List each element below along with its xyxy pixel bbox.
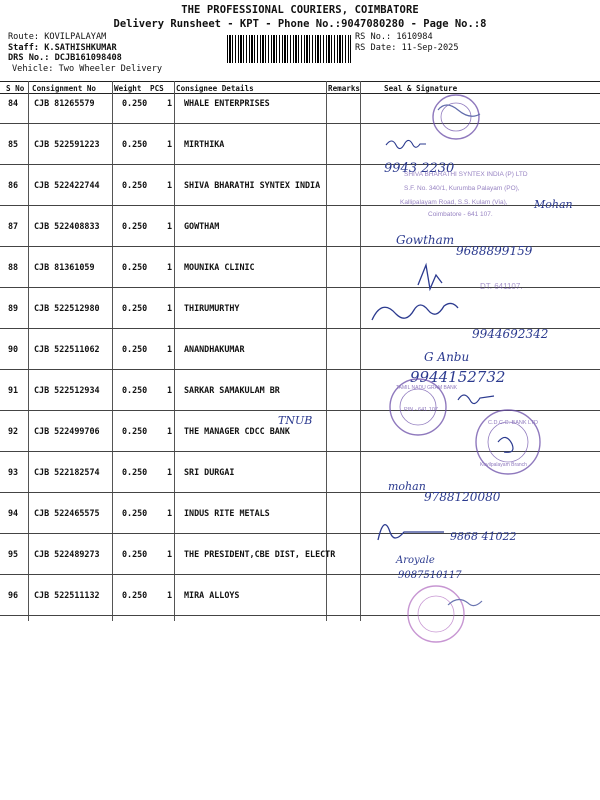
cell-weight: 0.250	[122, 98, 148, 108]
cell-pcs: 1	[167, 98, 173, 108]
handwriting-r93-phone: 9788120080	[424, 490, 501, 504]
cell-sno: 89	[8, 303, 19, 313]
runsheet-subtitle: Delivery Runsheet - KPT - Phone No.:9047080280 - Page No.:8	[113, 18, 487, 30]
cell-weight: 0.250	[122, 549, 148, 559]
stamp-cdcc-seal-text: C.D.C.C. BANK LTD	[488, 420, 539, 426]
drs-line: DRS No.: DCJB161098408	[8, 53, 122, 64]
handwriting-r87-name: Gowtham	[396, 233, 455, 247]
cell-weight: 0.250	[122, 385, 148, 395]
cell-consignment-no: CJB 522499706	[34, 426, 100, 436]
cell-consignee: MIRTHIKA	[184, 139, 225, 149]
cell-consignee: THE MANAGER CDCC BANK	[184, 426, 290, 436]
cell-pcs: 1	[167, 344, 173, 354]
stamp-cdcc-seal	[476, 410, 540, 474]
cell-consignee: INDUS RITE METALS	[184, 508, 270, 518]
rs-date-line: RS Date: 11-Sep-2025	[355, 42, 459, 53]
cell-consignment-no: CJB 81265579	[34, 98, 95, 108]
cell-pcs: 1	[167, 180, 173, 190]
handwriting-r93-name: mohan	[388, 480, 426, 493]
cell-consignment-no: CJB 522591223	[34, 139, 100, 149]
signature-r85	[386, 140, 426, 148]
col-weight: Weight	[114, 84, 142, 93]
handwriting-r95-phone: 9087510117	[398, 570, 462, 581]
vehicle-line: Vehicle: Two Wheeler Delivery	[12, 63, 163, 74]
cell-sno: 87	[8, 221, 19, 231]
handwriting-r90-phone: 9944152732	[410, 368, 506, 386]
stamp-tamil-seal-text: TAMIL NADU GRAM BANK	[396, 385, 458, 391]
cell-pcs: 1	[167, 385, 173, 395]
cell-sno: 86	[8, 180, 19, 190]
handwriting-r90-name: G Anbu	[424, 350, 470, 364]
route-value: KOVILPALAYAM	[44, 32, 107, 42]
vehicle-value: Two Wheeler Delivery	[58, 63, 163, 74]
stamp-r84	[433, 95, 480, 139]
signature-r88	[418, 265, 442, 289]
cell-sno: 93	[8, 467, 19, 477]
cell-consignee: THIRUMURTHY	[184, 303, 240, 313]
cell-weight: 0.250	[122, 344, 148, 354]
cell-weight: 0.250	[122, 303, 148, 313]
cell-consignee: SARKAR SAMAKULAM BR	[184, 385, 280, 395]
staff-line: Staff: K.SATHISHKUMAR	[8, 42, 117, 53]
cell-pcs: 1	[167, 508, 173, 518]
cell-consignee: SHIVA BHARATHI SYNTEX INDIA	[184, 180, 321, 190]
col-seal-signature: Seal & Signature	[384, 84, 458, 93]
cell-sno: 94	[8, 508, 19, 518]
cell-pcs: 1	[167, 590, 173, 600]
cell-pcs: 1	[167, 262, 173, 272]
cell-sno: 96	[8, 590, 19, 600]
rs-date-value: 11-Sep-2025	[401, 42, 459, 53]
handwriting-r91-initials: TNUB	[278, 414, 313, 427]
cell-consignment-no: CJB 522422744	[34, 180, 100, 190]
handwriting-r86-phone: 9943 2230	[384, 161, 455, 176]
cell-pcs: 1	[167, 467, 173, 477]
cell-consignment-no: CJB 522512934	[34, 385, 100, 395]
col-consignee: Consignee Details	[176, 84, 254, 93]
stamp-mounika: DT. 641107.	[480, 282, 523, 291]
cell-consignment-no: CJB 81361059	[34, 262, 95, 272]
signature-r89	[372, 303, 458, 320]
handwriting-r87-phone: 9688899159	[456, 244, 533, 258]
col-consignment: Consignment No	[32, 84, 97, 93]
stamp-r96	[408, 586, 482, 642]
signature-r92	[498, 437, 513, 452]
cell-sno: 95	[8, 549, 19, 559]
staff-value: K.SATHISHKUMAR	[44, 42, 117, 53]
cell-consignment-no: CJB 522489273	[34, 549, 100, 559]
signature-r94	[378, 525, 444, 540]
handwriting-r89-phone: 9944692342	[472, 327, 549, 341]
cell-consignment-no: CJB 522408833	[34, 221, 100, 231]
cell-sno: 85	[8, 139, 19, 149]
stamp-shiva-line3: Kallipalayam Road, S.S. Kulam (Via),	[400, 199, 508, 206]
handwriting-r94-phone: 9868 41022	[450, 530, 517, 543]
cell-consignment-no: CJB 522465575	[34, 508, 100, 518]
cell-pcs: 1	[167, 426, 173, 436]
cell-sno: 92	[8, 426, 19, 436]
cell-weight: 0.250	[122, 139, 148, 149]
handwriting-r95-name: Aroyale	[396, 555, 435, 566]
company-title: THE PROFESSIONAL COURIERS, COIMBATORE	[181, 4, 419, 16]
cell-consignee: MOUNIKA CLINIC	[184, 262, 255, 272]
cell-weight: 0.250	[122, 180, 148, 190]
cell-consignee: MIRA ALLOYS	[184, 590, 240, 600]
stamp-cdcc-seal-branch: Kovilpalayam Branch	[480, 462, 527, 468]
cell-weight: 0.250	[122, 467, 148, 477]
stamp-tamil-seal	[390, 379, 458, 435]
cell-consignment-no: CJB 522511132	[34, 590, 100, 600]
cell-consignee: THE PRESIDENT,CBE DIST, ELECTR	[184, 549, 336, 559]
col-sno: S No	[6, 84, 25, 93]
cell-sno: 91	[8, 385, 19, 395]
handwriting-r86-name: Mohan	[534, 198, 573, 211]
stamp-shiva-line2: S.F. No. 340/1, Kurumba Palayam (PO),	[404, 185, 520, 192]
cell-consignee: GOWTHAM	[184, 221, 220, 231]
cell-pcs: 1	[167, 549, 173, 559]
cell-consignment-no: CJB 522182574	[34, 467, 100, 477]
col-pcs: PCS	[150, 84, 164, 93]
drs-value: DCJB161098408	[54, 53, 122, 64]
cell-consignee: WHALE ENTERPRISES	[184, 98, 270, 108]
cell-consignment-no: CJB 522512980	[34, 303, 100, 313]
stamp-shiva	[400, 171, 528, 218]
cell-consignee: ANANDHAKUMAR	[184, 344, 245, 354]
cell-consignee: SRI DURGAI	[184, 467, 235, 477]
cell-weight: 0.250	[122, 590, 148, 600]
stamp-tamil-seal-pin: PIN - 641 107	[404, 407, 438, 413]
cell-sno: 90	[8, 344, 19, 354]
rs-no-line: RS No.: 1610984	[355, 32, 433, 42]
cell-pcs: 1	[167, 139, 173, 149]
cell-weight: 0.250	[122, 508, 148, 518]
cell-pcs: 1	[167, 221, 173, 231]
col-remarks: Remarks	[328, 84, 361, 93]
signature-r91	[458, 395, 494, 404]
route-line: Route: KOVILPALAYAM	[8, 32, 107, 42]
cell-weight: 0.250	[122, 221, 148, 231]
cell-consignment-no: CJB 522511062	[34, 344, 100, 354]
cell-pcs: 1	[167, 303, 173, 313]
cell-sno: 88	[8, 262, 19, 272]
cell-weight: 0.250	[122, 262, 148, 272]
cell-sno: 84	[8, 98, 19, 108]
cell-weight: 0.250	[122, 426, 148, 436]
stamp-shiva-line1: SHIVA BHARATHI SYNTEX INDIA (P) LTD	[404, 171, 528, 178]
stamp-shiva-line4: Coimbatore - 641 107.	[428, 211, 493, 218]
rs-no-value: 1610984	[396, 32, 433, 42]
